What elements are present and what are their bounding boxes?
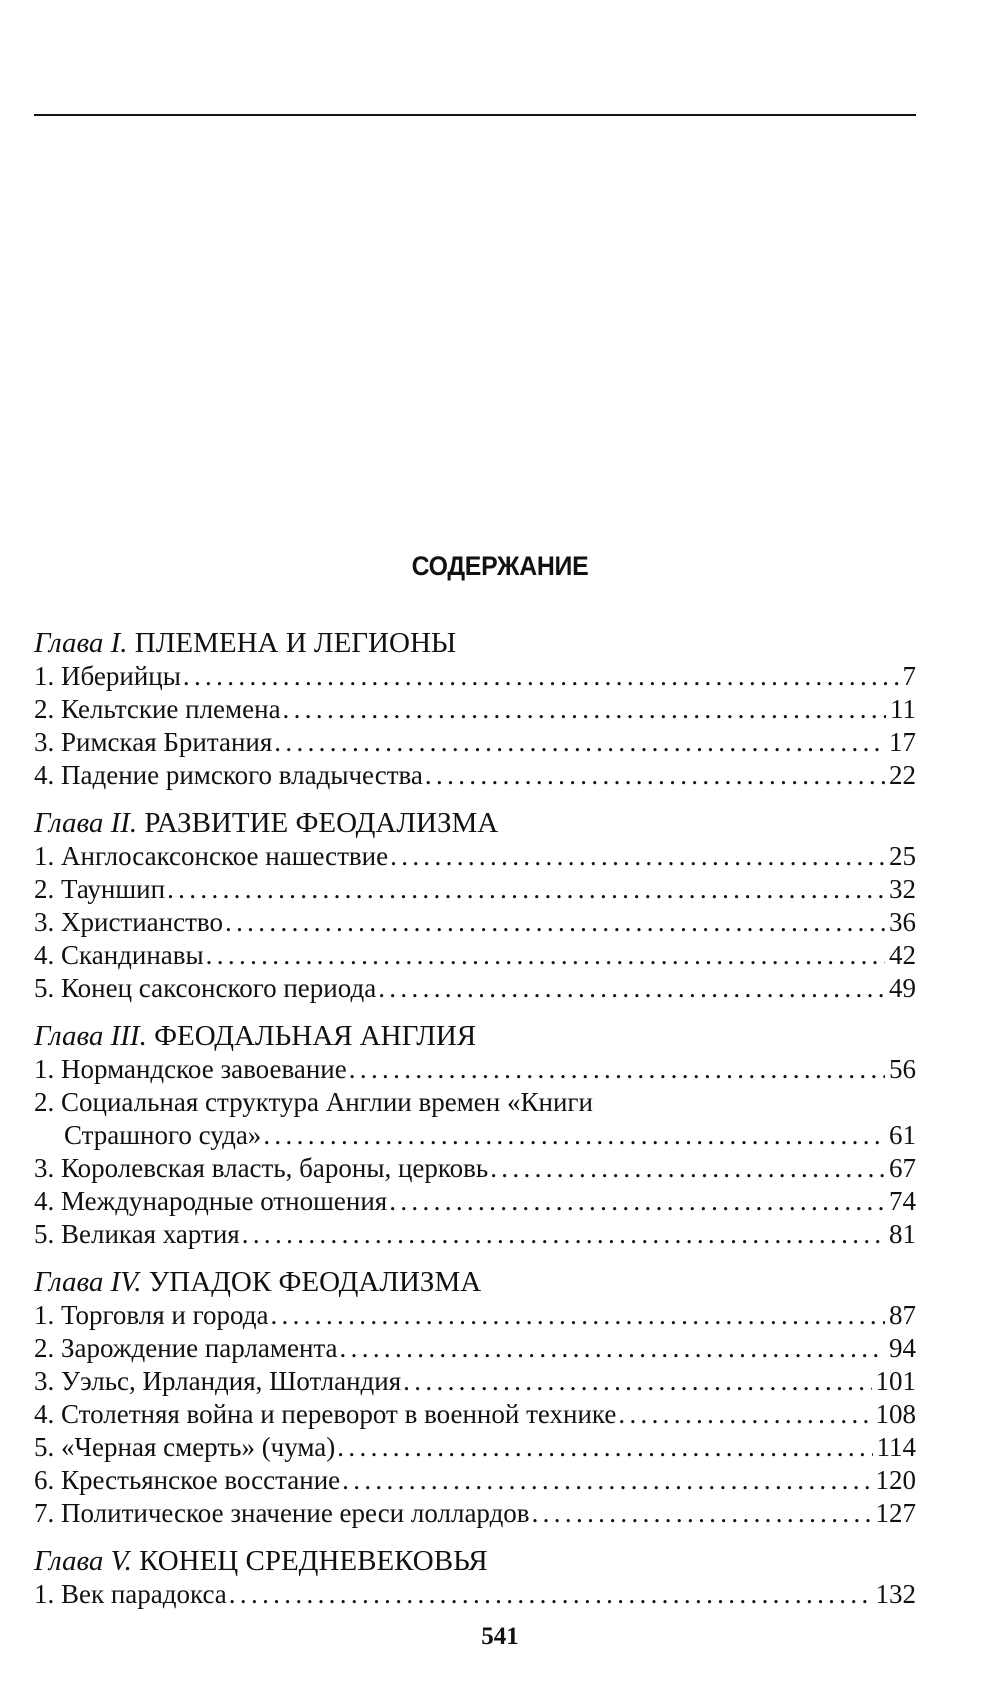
chapter-section <box>34 1019 916 1251</box>
entry-page: 87 <box>889 1300 916 1330</box>
toc-entry <box>34 1152 916 1185</box>
chapter-section <box>34 626 916 792</box>
dot-leader <box>532 1497 872 1530</box>
entry-page: 22 <box>889 760 916 790</box>
toc-entry <box>34 972 916 1005</box>
chapter-title: КОНЕЦ СРЕДНЕВЕКОВЬЯ <box>139 1545 488 1577</box>
entry-title: 7. Политическое значение ереси лоллардов <box>34 1498 530 1528</box>
entry-title: 2. Кельтские племена <box>34 694 281 724</box>
toc-entry <box>34 1218 916 1251</box>
top-rule <box>34 114 916 116</box>
entry-title: 3. Уэльс, Ирландия, Шотландия <box>34 1366 402 1396</box>
entry-title: 4. Падение римского владычества <box>34 760 423 790</box>
entry-page: 11 <box>890 694 916 724</box>
toc-entry <box>34 840 916 873</box>
entry-title: 5. Великая хартия <box>34 1219 240 1249</box>
toc-entry <box>34 1398 916 1431</box>
toc-entry <box>34 1299 916 1332</box>
dot-leader <box>389 1185 885 1218</box>
chapter-label: Глава II. <box>34 807 138 839</box>
dot-leader <box>242 1218 885 1251</box>
toc-entry <box>34 1431 916 1464</box>
chapter-section <box>34 1544 916 1611</box>
entry-page: 108 <box>875 1399 916 1429</box>
dot-leader <box>283 693 886 726</box>
entry-title: 1. Иберийцы <box>34 661 181 691</box>
chapter-section <box>34 1265 916 1530</box>
entry-page: 49 <box>889 973 916 1003</box>
entry-page: 25 <box>889 841 916 871</box>
chapter-label: Глава IV. <box>34 1266 142 1298</box>
dot-leader <box>263 1119 885 1152</box>
entry-title-continuation: Страшного суда» <box>64 1120 262 1150</box>
entry-title: 2. Зарождение парламента <box>34 1333 338 1363</box>
toc-entry <box>34 873 916 906</box>
entry-page: 56 <box>889 1054 916 1084</box>
entry-title: 4. Международные отношения <box>34 1186 388 1216</box>
entry-title: 5. «Черная смерть» (чума) <box>34 1432 336 1462</box>
chapter-title: ПЛЕМЕНА И ЛЕГИОНЫ <box>134 627 457 659</box>
page-number: 541 <box>481 1623 519 1650</box>
dot-leader <box>167 873 885 906</box>
chapter-heading <box>34 626 916 660</box>
entry-page: 17 <box>889 727 916 757</box>
toc-entry <box>34 726 916 759</box>
chapter-heading <box>34 1019 916 1053</box>
toc-entry <box>34 1053 916 1086</box>
toc-entry-continuation <box>34 1119 916 1152</box>
toc-entry <box>34 1332 916 1365</box>
dot-leader <box>390 840 885 873</box>
toc-entry <box>34 1185 916 1218</box>
chapter-heading <box>34 1265 916 1299</box>
entry-title: 1. Нормандское завоевание <box>34 1054 347 1084</box>
entry-title: 1. Англосаксонское нашествие <box>34 841 389 871</box>
dot-leader <box>342 1464 871 1497</box>
dot-leader <box>378 972 885 1005</box>
dot-leader <box>183 660 899 693</box>
dot-leader <box>340 1332 885 1365</box>
chapter-title: ФЕОДАЛЬНАЯ АНГЛИЯ <box>154 1020 477 1052</box>
chapter-heading <box>34 1544 916 1578</box>
entry-title: 3. Христианство <box>34 907 223 937</box>
entry-page: 67 <box>889 1153 916 1183</box>
entry-title: 2. Тауншип <box>34 874 166 904</box>
entry-page: 120 <box>875 1465 916 1495</box>
entry-page: 114 <box>876 1432 916 1462</box>
entry-title: 1. Век парадокса <box>34 1579 227 1609</box>
dot-leader <box>206 939 885 972</box>
entry-page: 132 <box>875 1579 916 1609</box>
chapter-label: Глава V. <box>34 1545 132 1577</box>
entry-title: 6. Крестьянское восстание <box>34 1465 341 1495</box>
dot-leader <box>618 1398 871 1431</box>
dot-leader <box>403 1365 871 1398</box>
toc-entry <box>34 660 916 693</box>
entry-page: 7 <box>902 661 916 691</box>
table-of-contents <box>34 626 916 1611</box>
entry-title: 2. Социальная структура Англии времен «Книги <box>34 1087 593 1117</box>
dot-leader <box>270 1299 885 1332</box>
entry-page: 101 <box>875 1366 916 1396</box>
toc-entry <box>34 759 916 792</box>
toc-entry <box>34 1464 916 1497</box>
entry-page: 32 <box>889 874 916 904</box>
chapter-label: Глава III. <box>34 1020 147 1052</box>
dot-leader <box>425 759 885 792</box>
dot-leader <box>229 1578 872 1611</box>
chapter-title: РАЗВИТИЕ ФЕОДАЛИЗМА <box>144 807 499 839</box>
toc-entry <box>34 1086 916 1119</box>
entry-page: 74 <box>889 1186 916 1216</box>
toc-entry <box>34 939 916 972</box>
entry-title: 3. Римская Британия <box>34 727 273 757</box>
dot-leader <box>349 1053 885 1086</box>
entry-page: 42 <box>889 940 916 970</box>
dot-leader <box>337 1431 872 1464</box>
chapter-title: УПАДОК ФЕОДАЛИЗМА <box>148 1266 482 1298</box>
toc-entry <box>34 1578 916 1611</box>
toc-entry <box>34 693 916 726</box>
entry-page: 61 <box>889 1120 916 1150</box>
chapter-heading <box>34 806 916 840</box>
entry-page: 94 <box>889 1333 916 1363</box>
entry-title: 4. Столетняя война и переворот в военной технике <box>34 1399 617 1429</box>
entry-page: 36 <box>889 907 916 937</box>
entry-page: 81 <box>889 1219 916 1249</box>
dot-leader <box>274 726 885 759</box>
toc-entry <box>34 906 916 939</box>
entry-title: 1. Торговля и города <box>34 1300 269 1330</box>
chapter-section <box>34 806 916 1005</box>
dot-leader <box>490 1152 885 1185</box>
chapter-label: Глава I. <box>34 627 128 659</box>
entry-title: 4. Скандинавы <box>34 940 204 970</box>
toc-title: СОДЕРЖАНИЕ <box>411 551 589 581</box>
entry-title: 5. Конец саксонского периода <box>34 973 377 1003</box>
toc-entry <box>34 1497 916 1530</box>
entry-title: 3. Королевская власть, бароны, церковь <box>34 1153 489 1183</box>
toc-entry <box>34 1365 916 1398</box>
entry-page: 127 <box>875 1498 916 1528</box>
dot-leader <box>225 906 885 939</box>
